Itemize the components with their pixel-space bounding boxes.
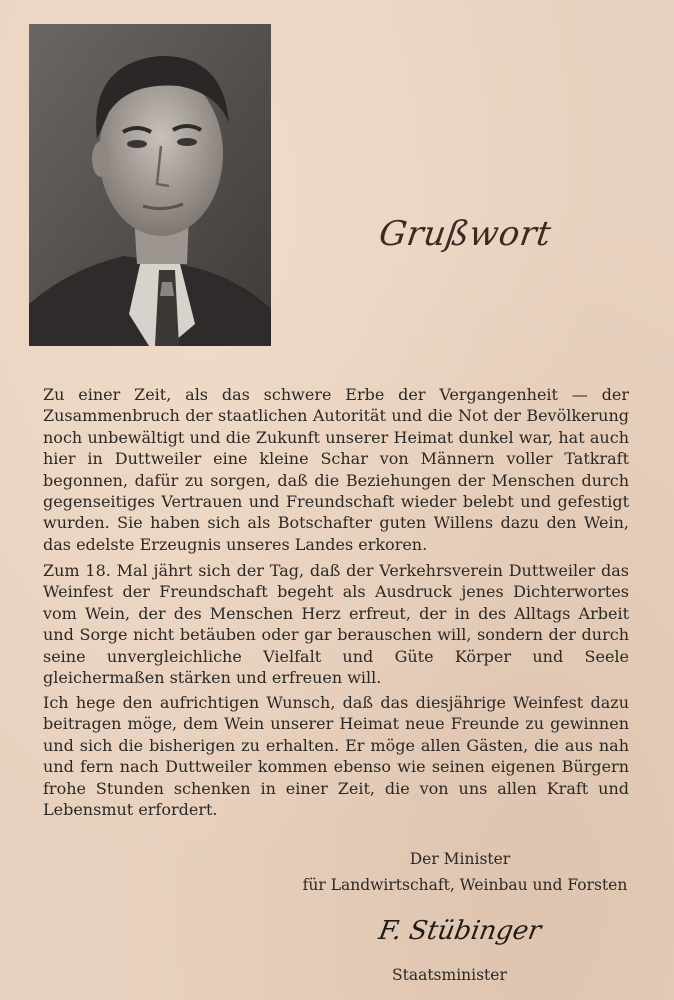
paragraph-3-text: Ich hege den aufrichtigen Wunsch, daß das diesjährige Weinfest dazu beitragen möge, dem Wein unserer Heimat neue Freunde zu gewinnen und sich die bisherigen zu erhalten. Er möge allen Gästen, die aus nah und fern nach Duttweiler kommen ebenso wie seinen eigenen Bürgern frohe Stunden schenken in einer Zeit, die von uns allen Kraft und Lebensmut erfordert. xyxy=(43,693,629,820)
paragraph-2-text: Zum 18. Mal jährt sich der Tag, daß der Verkehrsverein Duttweiler das Weinfest der Freundschaft begeht als Ausdruck jenes Dichterwortes vom Wein, der des Menschen Herz erfreut, der in des Alltags Arbeit und Sorge nicht betäuben oder gar berauschen will, sondern der durch seine unvergleichliche Vielfalt und Güte Körper und Seele gleichermaßen stärken und erfreuen will. xyxy=(43,561,629,688)
signatory-line-2: für Landwirtschaft, Weinbau und Forsten xyxy=(302,876,628,894)
signatory-line-1: Der Minister xyxy=(409,850,511,868)
paragraph-2 xyxy=(43,560,629,688)
handwritten-signature: F. Stübinger xyxy=(376,916,544,946)
paragraph-1 xyxy=(43,384,629,555)
heading-grusswort: Grußwort xyxy=(376,214,554,254)
portrait-image xyxy=(29,24,271,346)
portrait-photo xyxy=(29,24,271,346)
paragraph-3 xyxy=(43,692,629,820)
signatory-title: Staatsminister xyxy=(392,966,507,984)
paragraph-1-text: Zu einer Zeit, als das schwere Erbe der Vergangenheit — der Zusammenbruch der staatlichen Autorität und die Not der Bevölkerung noch unbewältigt und die Zukunft unserer Heimat dunkel war, hat auch hier in Duttweiler eine kleine Schar von Männern voller Tatkraft begonnen, dafür zu sorgen, daß die Beziehungen der Menschen durch gegenseitiges Vertrauen und Freundschaft wieder belebt und gefestigt wurden. Sie haben sich als Botschafter guten Willens dazu den Wein, das edelste Erzeugnis unseres Landes erkoren. xyxy=(43,385,629,554)
